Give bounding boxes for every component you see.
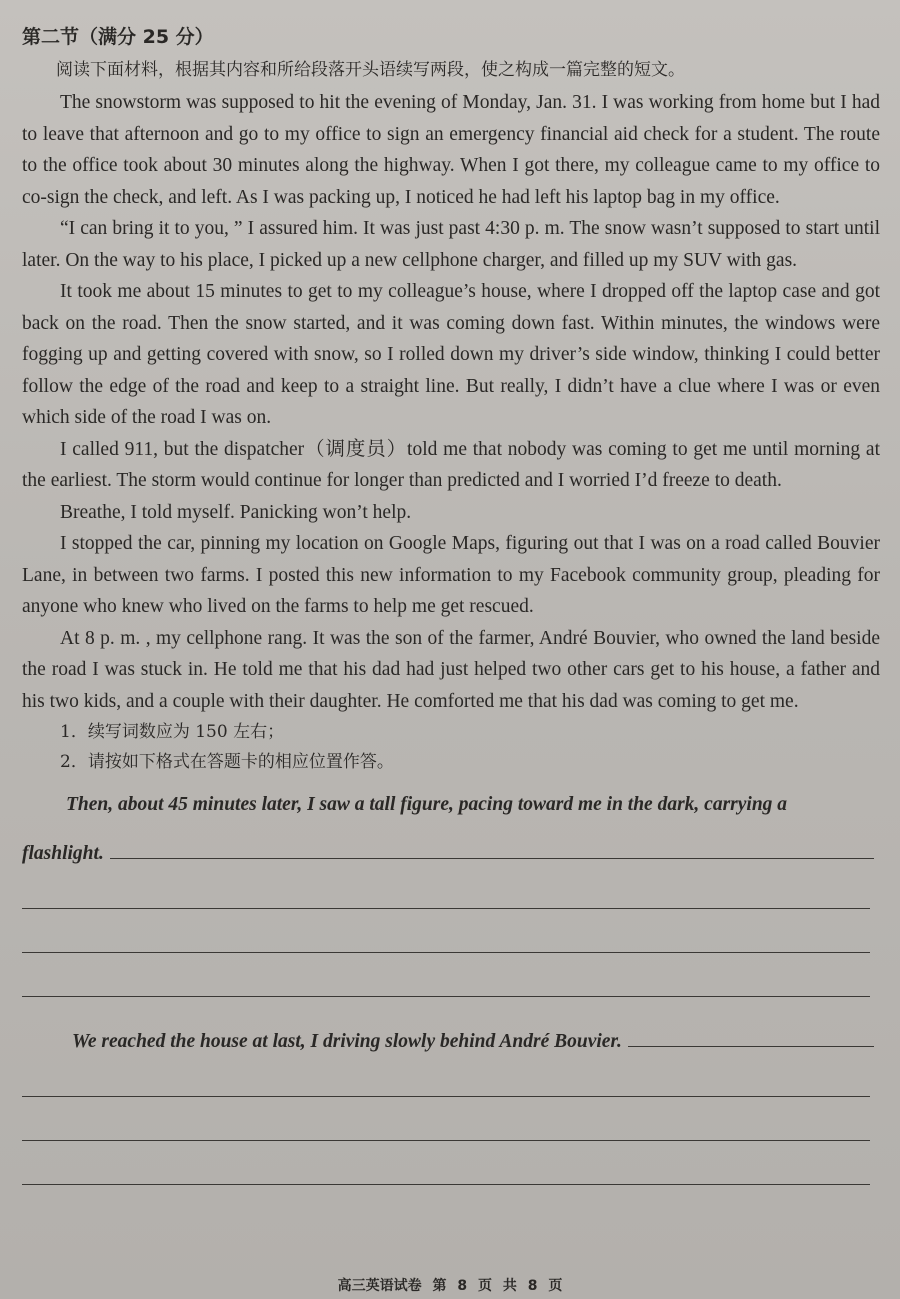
story-paragraph-7: At 8 p. m. , my cellphone rang. It was the son of the farmer, André Bouvier, who owned the land beside the road I was stuck in. He told me that his dad had just helped two other cars get to his house, a father and his two kids, and a couple with their daughter. He comforted me that his dad was coming to get me. (22, 627, 880, 712)
starter-sentence-1: Then, about 45 minutes later, I saw a tall figure, pacing toward me in the dark, carrying a (66, 794, 788, 815)
story-paragraph-3: It took me about 15 minutes to get to my colleague’s house, where I dropped off the laptop case and got back on the road. Then the snow started, and it was coming down fast. Within minutes, the windows were fogging up and getting covered with snow, so I rolled down my driver’s side window, thinking I could better follow the edge of the road and keep to a straight line. But really, I didn’t have a clue where I was or even which side of the road I was on. (22, 281, 880, 428)
answer-line[interactable] (22, 1097, 870, 1141)
answer-line[interactable] (22, 1141, 870, 1185)
story-paragraph-1: The snowstorm was supposed to hit the evening of Monday, Jan. 31. I was working from home but I had to leave that afternoon and go to my office to sign an emergency financial aid check for a student. The route to the office took about 30 minutes along the highway. When I got there, my colleague came to my office to co-sign the check, and left. As I was packing up, I noticed he had left his laptop bag in my office. (22, 92, 880, 208)
instruction-text: 阅读下面材料，根据其内容和所给段落开头语续写两段，使之构成一篇完整的短文。 (56, 60, 685, 80)
answer-line[interactable] (110, 857, 874, 859)
requirement-1: 1．续写词数应为 150 左右； (60, 722, 285, 742)
answer-line[interactable] (22, 909, 870, 953)
answer-line[interactable] (22, 1053, 870, 1097)
story-paragraph-4: I called 911, but the dispatcher（调度员）told me that nobody was coming to get me until morning at the earliest. The storm would continue for longer than predicted and I worried I’d freeze to death. (22, 438, 880, 491)
starter-1-continuation (22, 825, 880, 865)
starter-sentence-2-row (22, 1001, 880, 1053)
answer-line[interactable] (22, 953, 870, 997)
story-paragraph-5: Breathe, I told myself. Panicking won’t help. (60, 501, 412, 523)
story-paragraph-6: I stopped the car, pinning my location on Google Maps, figuring out that I was on a road called Bouvier Lane, in between two farms. I posted this new information to my Facebook community group, pleading for anyone who knew who lived on the farms to help me get rescued. (22, 533, 880, 617)
section-title: 第二节（满分 25 分） (22, 26, 214, 48)
story-paragraph-2: “I can bring it to you, ” I assured him. It was just past 4:30 p. m. The snow wasn’t supposed to start until later. On the way to his place, I picked up a new cellphone charger, and filled up my SUV with gas. (22, 218, 880, 271)
starter-sentence-2: We reached the house at last, I driving slowly behind André Bouvier. (72, 1031, 622, 1052)
answer-line[interactable] (22, 865, 870, 909)
answer-line[interactable] (628, 1045, 874, 1047)
page-footer: 高三英语试卷 第 8 页 共 8 页 (337, 1278, 563, 1294)
requirement-2: 2．请按如下格式在答题卡的相应位置作答。 (60, 752, 394, 772)
starter-1-end: flashlight. (22, 843, 104, 864)
